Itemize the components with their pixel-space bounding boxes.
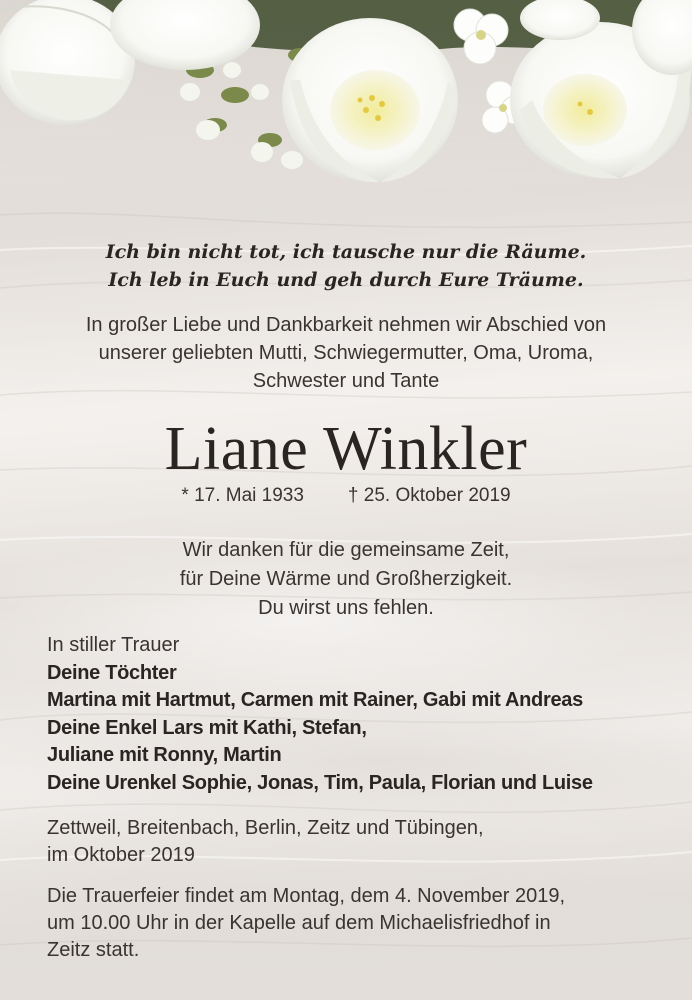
place-line-1: Zettweil, Breitenbach, Berlin, Zeitz und Tübingen, (47, 817, 484, 839)
intro-line-3: Schwester und Tante (252, 370, 440, 392)
birth-date: * 17. Mai 1933 (181, 485, 304, 506)
farewell-intro (0, 311, 692, 395)
thanks-line-3: Du wirst uns fehlen. (258, 597, 434, 619)
mourners-list (47, 632, 677, 797)
intro-line-1: In großer Liebe und Dankbarkeit nehmen wir Abschied von (85, 314, 607, 336)
mourners-line-3: Deine Enkel Lars mit Kathi, Stefan, (47, 716, 367, 739)
funeral-line-2: um 10.00 Uhr in der Kapelle auf dem Michaelisfriedhof in (47, 912, 551, 934)
mourners-line-4: Juliane mit Ronny, Martin (47, 744, 282, 766)
mourners-line-1: Deine Töchter (47, 661, 177, 684)
mourners-line-5: Deine Urenkel Sophie, Jonas, Tim, Paula, Florian und Luise (47, 771, 593, 794)
place-line-2: im Oktober 2019 (47, 844, 195, 866)
funeral-line-1: Die Trauerfeier findet am Montag, dem 4. November 2019, (47, 885, 566, 907)
place-and-date (47, 815, 667, 869)
funeral-line-3: Zeitz statt. (47, 939, 140, 961)
thanks-line-2: für Deine Wärme und Großherzigkeit. (179, 568, 513, 590)
mourners-line-2: Martina mit Hartmut, Carmen mit Rainer, Gabi mit Andreas (47, 689, 583, 711)
life-dates (0, 483, 692, 509)
deceased-name: Liane Winkler (164, 415, 528, 483)
quote-line-1: Ich bin nicht tot, ich tausche nur die Räume. (105, 241, 587, 263)
death-date: † 25. Oktober 2019 (347, 485, 511, 506)
white-tulips-decoration (0, 0, 692, 200)
mourners-lead: In stiller Trauer (47, 634, 180, 656)
thanks-verse (0, 536, 692, 623)
memorial-quote (0, 238, 692, 294)
funeral-info (47, 883, 667, 964)
quote-line-2: Ich leb in Euch und geh durch Eure Träume. (108, 269, 584, 291)
thanks-line-1: Wir danken für die gemeinsame Zeit, (182, 539, 510, 561)
intro-line-2: unserer geliebten Mutti, Schwiegermutter, Oma, Uroma, (98, 342, 594, 364)
